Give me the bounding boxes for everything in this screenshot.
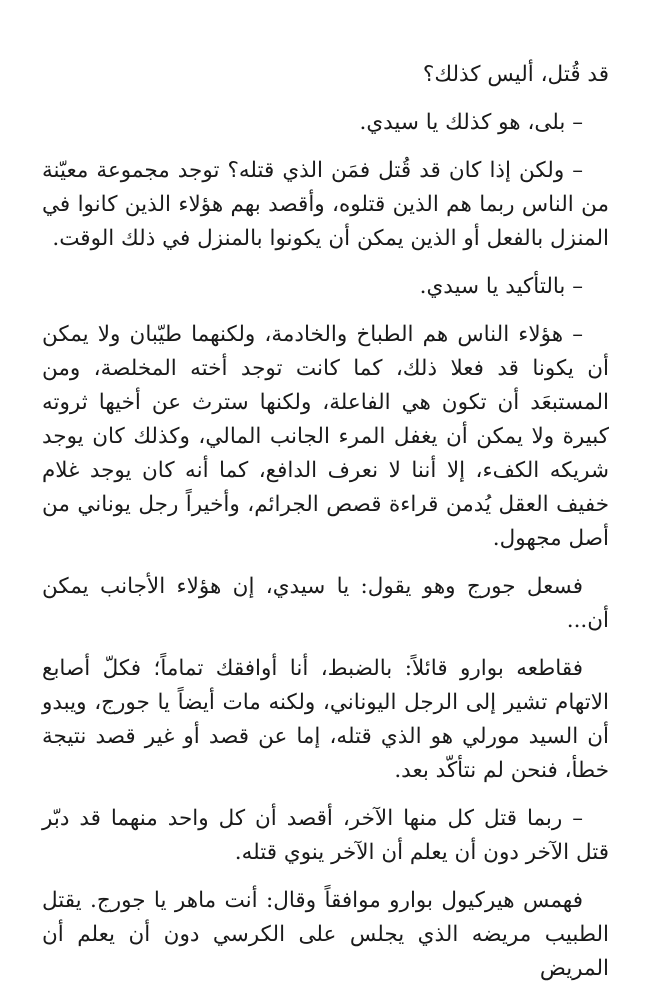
paragraph-7: فقاطعه بوارو قائلاً: بالضبط، أنا أوافقك تماماً؛ فكلّ أصابع الاتهام تشير إلى الرجل اليوناني، ولكنه مات أيضاً يا جورج، ويبدو أن السيد مورلي هو الذي قتله، إما عن قصد أو غير قصد نتيجة خطأ، فنحن لم نتأكّد بعد. [42, 656, 609, 783]
paragraph-6: فسعل جورج وهو يقول: يا سيدي، إن هؤلاء الأجانب يمكن أن... [42, 574, 609, 633]
paragraph-3: – ولكن إذا كان قد قُتل فمَن الذي قتله؟ توجد مجموعة معيّنة من الناس ربما هم الذين قتلوه، وأقصد بهم هؤلاء الذين كانوا في المنزل بالفعل أو الذين يمكن أن يكونوا بالمنزل في ذلك الوقت. [42, 158, 609, 251]
paragraph-1: قد قُتل، أليس كذلك؟ [422, 62, 609, 87]
paragraph-5: – هؤلاء الناس هم الطباخ والخادمة، ولكنهما طيّبان ولا يمكن أن يكونا قد فعلا ذلك، كما كانت توجد أخته المخلصة، ومن المستبعَد أن تكون هي الفاعلة، ولكنها سترث عن أخيها ثروته كبيرة ولا يمكن أن يغفل المرء الجانب المالي، وكذلك كان يوجد شريكه الكفء، إلا أننا لا نعرف الدافع، كما أنه كان يوجد غلام خفيف العقل يُدمن قراءة قصص الجرائم، وأخيراً رجل يوناني من أصل مجهول. [42, 322, 609, 551]
paragraph-2: – بلى، هو كذلك يا سيدي. [359, 110, 583, 135]
page-text [42, 58, 609, 986]
paragraph-4: – بالتأكيد يا سيدي. [419, 274, 583, 299]
paragraph-9: فهمس هيركيول بوارو موافقاً وقال: أنت ماهر يا جورج. يقتل الطبيب مريضه الذي يجلس على الكرسي دون أن يعلم أن المريض [42, 888, 609, 981]
paragraph-8: – ربما قتل كل منها الآخر، أقصد أن كل واحد منهما قد دبّر قتل الآخر دون أن يعلم أن الآخر ينوي قتله. [42, 806, 609, 865]
